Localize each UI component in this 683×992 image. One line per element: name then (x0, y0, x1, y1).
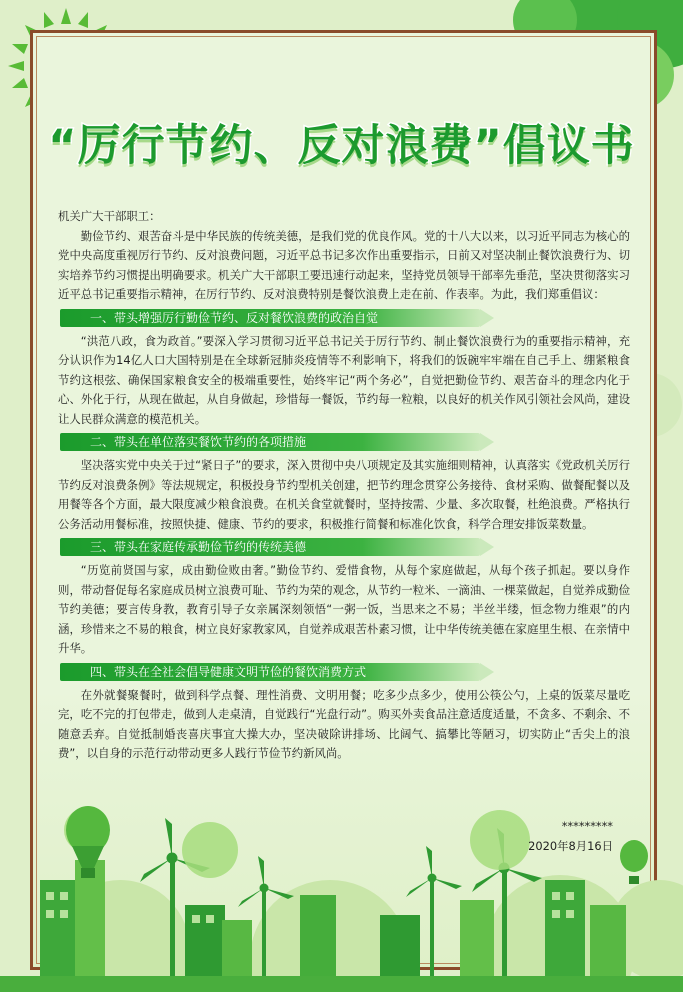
section-body-4: 在外就餐聚餐时，做到科学点餐、理性消费、文明用餐；吃多少点多少，使用公筷公勺，上桌的饭菜尽量吃完，吃不完的打包带走，做到人走桌清，自觉践行“光盘行动”。购买外卖食品注意适度适量，不贪多、不剩余、不随意丢弃。自觉抵制婚丧喜庆事宜大操大办，坚决破除讲排场、比阔气、搞攀比等陋习，切实防止“舌尖上的浪费”，以自身的示范行动带动更多人践行节俭节约新风尚。 (58, 687, 630, 760)
date: 2020年8月16日 (528, 839, 613, 853)
proposal-body (58, 207, 630, 764)
section-heading-2: 二、带头在单位落实餐饮节约的各项措施 (60, 433, 480, 451)
section-heading-3: 三、带头在家庭传承勤俭节约的传统美德 (60, 538, 480, 556)
signature-block (528, 816, 613, 856)
salutation: 机关广大干部职工： (58, 209, 161, 223)
intro-paragraph: 勤俭节约、艰苦奋斗是中华民族的传统美德，是我们党的优良作风。党的十八大以来，以习近平同志为核心的党中央高度重视厉行节约、反对浪费问题，习近平总书记多次作出重要指示，日前又对坚决制止餐饮浪费行为、切实培养节约习惯提出明确要求。机关广大干部职工要迅速行动起来，坚持党员领导干部率先垂范，坚决贯彻落实习近平总书记重要指示精神，在厉行节约、反对浪费特别是餐饮浪费上走在前、作表率。为此，我们郑重倡议： (58, 228, 630, 301)
section-body-3: “历览前贤国与家，成由勤俭败由奢。”勤俭节约、爱惜食物，从每个家庭做起，从每个孩子抓起。要以身作则，带动督促每名家庭成员树立浪费可耻、节约为荣的观念，从节约一粒米、一滴油、一棵菜做起，自觉养成勤俭节约美德；要言传身教，教育引导子女亲属深刻领悟“一粥一饭，当思来之不易；半丝半缕，恒念物力维艰”的内涵，珍惜来之不易的粮食，树立良好家教家风，自觉养成艰苦朴素习惯，让中华传统美德在家庭里生根、在亲情中升华。 (58, 563, 630, 655)
section-heading-4: 四、带头在全社会倡导健康文明节俭的餐饮消费方式 (60, 663, 480, 681)
signature: ********* (561, 819, 613, 833)
section-body-2: 坚决落实党中央关于过“紧日子”的要求，深入贯彻中央八项规定及其实施细则精神，认真落实《党政机关厉行节约反对浪费条例》等法规规定，积极投身节约型机关创建，把节约理念贯穿公务接待、食材采购、做餐配餐以及用餐等各个方面，最大限度减少粮食浪费。在机关食堂就餐时，坚持按需、少量、多次取餐，杜绝浪费。严格执行公务活动用餐标准，按照快捷、健康、节约的要求，积极推行简餐和标准化饮食，科学合理安排饭菜数量。 (58, 458, 630, 531)
section-heading-1: 一、带头增强厉行勤俭节约、反对餐饮浪费的政治自觉 (60, 309, 480, 327)
page-title: “厉行节约、反对浪费”倡议书 (48, 121, 635, 171)
section-body-1: “洪范八政，食为政首。”要深入学习贯彻习近平总书记关于厉行节约、制止餐饮浪费行为的重要指示精神，充分认识作为14亿人口大国特别是在全球新冠肺炎疫情等不利影响下，将我们的饭碗牢牢端在自己手上、绷紧粮食节约这根弦、确保国家粮食安全的极端重要性，始终牢记“两个务必”，自觉把勤俭节约、艰苦奋斗的理念内化于心、外化于行，从现在做起，从自身做起，珍惜每一餐饭，节约每一粒粮，以良好的机关作风引领社会风尚，建设让人民群众满意的模范机关。 (58, 333, 630, 426)
